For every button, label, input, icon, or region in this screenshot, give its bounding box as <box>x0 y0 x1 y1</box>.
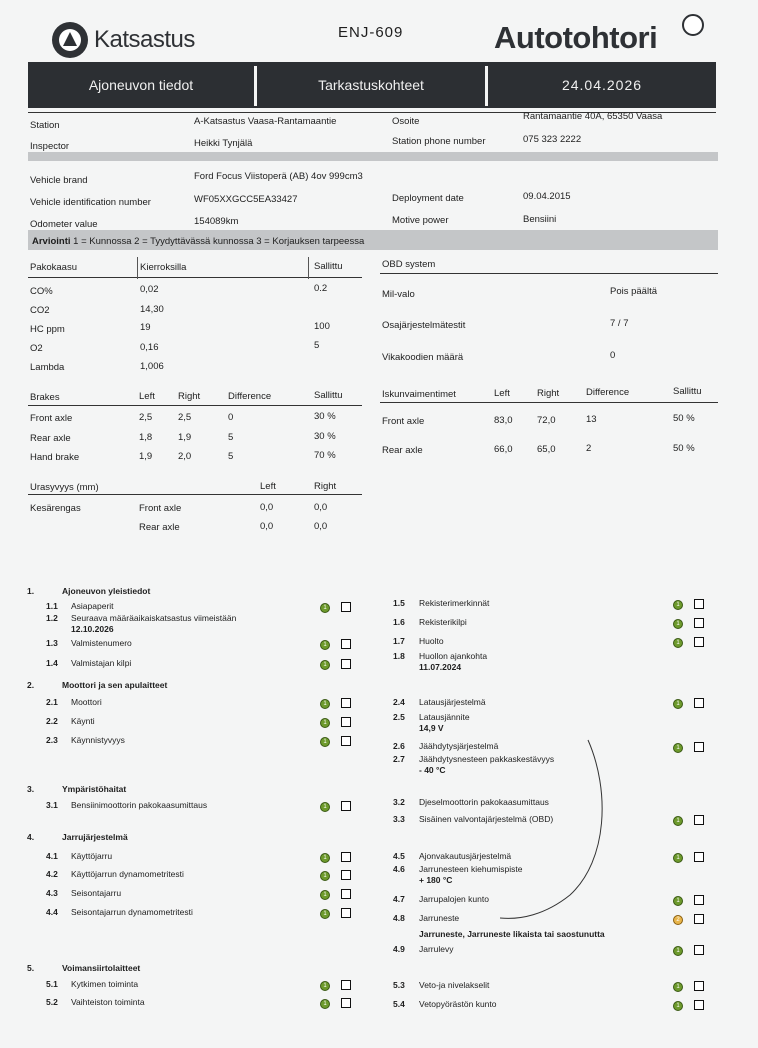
exhaust-row-value: 1,006 <box>140 361 164 372</box>
exhaust-header-rpm: Kierroksilla <box>140 262 187 273</box>
tab-date[interactable]: 24.04.2026 <box>561 77 643 93</box>
status-indicator <box>320 698 338 710</box>
checkbox[interactable] <box>341 908 351 918</box>
item-label: Djeselmoottorin pakokaasumittaus <box>419 797 549 807</box>
exhaust-row-value: 14,30 <box>140 304 164 315</box>
rating-1-icon: 1 <box>320 718 330 728</box>
status-indicator <box>320 998 338 1010</box>
item-number: 1.6 <box>393 617 405 627</box>
item-label: Käyttöjarrun dynamometritesti <box>71 869 184 879</box>
vehicle-brand-label: Vehicle brand <box>30 175 88 186</box>
shocks-row-label: Front axle <box>382 416 425 427</box>
status-indicator <box>320 980 338 992</box>
item-number: 1.8 <box>393 651 405 661</box>
checkbox[interactable] <box>694 914 704 924</box>
item-label: Vetopyörästön kunto <box>419 999 497 1009</box>
item-label: Vaihteiston toiminta <box>71 997 145 1007</box>
status-indicator <box>320 889 338 901</box>
item-number: 5.1 <box>46 979 58 989</box>
rating-1-icon: 1 <box>320 909 330 919</box>
section-number: 4. <box>27 832 35 842</box>
shocks-header-allowed: Sallittu <box>673 386 702 397</box>
section-number: 3. <box>27 784 35 794</box>
status-indicator <box>673 618 691 630</box>
brakes-header-left: Left <box>139 391 155 402</box>
item-number: 4.7 <box>393 894 405 904</box>
tab-bar <box>28 62 716 108</box>
pen-mark-curve <box>500 730 620 930</box>
status-indicator <box>673 637 691 649</box>
obd-row-label: Mil-valo <box>382 289 415 300</box>
address-label: Osoite <box>392 116 420 127</box>
status-indicator <box>320 852 338 864</box>
brakes-row-diff: 5 <box>228 451 234 462</box>
vin-value: WF05XXGCC5EA33427 <box>194 194 298 205</box>
rating-1-icon: 1 <box>320 737 330 747</box>
brakes-row-label: Hand brake <box>30 452 80 463</box>
item-label: Veto-ja nivelakselit <box>419 980 490 990</box>
exhaust-row-allowed: 100 <box>314 321 330 332</box>
autotohtori-logo-icon <box>682 14 704 36</box>
exhaust-row-label: HC ppm <box>30 324 65 335</box>
tread-header-right: Right <box>314 481 337 492</box>
rating-1-icon: 1 <box>673 816 683 826</box>
item-label: Sisäinen valvontajärjestelmä (OBD) <box>419 814 554 824</box>
exhaust-row-label: Lambda <box>30 362 65 373</box>
brakes-row-allowed: 30 % <box>314 411 336 422</box>
shocks-row-allowed: 50 % <box>673 413 695 424</box>
status-indicator <box>673 742 691 754</box>
item-label: Latausjännite <box>419 712 470 722</box>
tab-inspection-items[interactable]: Tarkastuskohteet <box>318 77 424 93</box>
shocks-row-diff: 2 <box>586 443 592 454</box>
item-label: Seisontajarrun dynamometritesti <box>71 907 193 917</box>
brakes-row-allowed: 30 % <box>314 431 336 442</box>
checkbox[interactable] <box>341 698 351 708</box>
motive-power-value: Bensiini <box>523 214 557 225</box>
item-number: 4.8 <box>393 913 405 923</box>
status-indicator <box>320 736 338 748</box>
item-number: 3.1 <box>46 800 58 810</box>
item-label: Jäähdytysjärjestelmä <box>419 741 499 751</box>
item-remark: Jarruneste, Jarruneste likaista tai saostunutta <box>419 929 605 939</box>
item-number: 2.1 <box>46 697 58 707</box>
obd-row-value: 7 / 7 <box>610 318 629 329</box>
rating-title: Arviointi <box>32 236 71 247</box>
item-number: 2.3 <box>46 735 58 745</box>
rating-1-icon: 1 <box>320 871 330 881</box>
rating-1-icon: 1 <box>320 699 330 709</box>
checkbox[interactable] <box>341 998 351 1008</box>
rating-1-icon: 1 <box>673 982 683 992</box>
checkbox[interactable] <box>694 815 704 825</box>
brakes-row-right: 2,5 <box>178 412 192 423</box>
checkbox[interactable] <box>694 698 704 708</box>
rating-1-icon: 1 <box>320 603 330 613</box>
item-label: Rekisterikilpi <box>419 617 467 627</box>
shocks-row-left: 83,0 <box>494 415 513 426</box>
license-plate: ENJ-609 <box>338 24 404 41</box>
status-indicator <box>673 852 691 864</box>
item-number: 5.4 <box>393 999 405 1009</box>
brakes-row-left: 2,5 <box>139 412 153 423</box>
phone-value: 075 323 2222 <box>523 134 582 145</box>
item-number: 2.7 <box>393 754 405 764</box>
exhaust-row-label: CO% <box>30 286 53 297</box>
brakes-header-diff: Difference <box>228 391 272 402</box>
rating-1-icon: 1 <box>320 999 330 1009</box>
obd-row-label: Vikakoodien määrä <box>382 352 464 363</box>
item-number: 3.2 <box>393 797 405 807</box>
checkbox[interactable] <box>694 981 704 991</box>
status-indicator <box>673 945 691 957</box>
item-number: 1.1 <box>46 601 58 611</box>
address-value: Rantamaantie 40A, 65350 Vaasa <box>523 111 663 122</box>
brakes-header-allowed: Sallittu <box>314 390 343 401</box>
shocks-row-allowed: 50 % <box>673 443 695 454</box>
status-indicator <box>320 717 338 729</box>
rating-1-icon: 1 <box>673 743 683 753</box>
rating-1-icon: 1 <box>320 802 330 812</box>
rating-1-icon: 1 <box>673 619 683 629</box>
shocks-row-diff: 13 <box>586 414 597 425</box>
item-number: 4.1 <box>46 851 58 861</box>
odometer-value: 154089km <box>194 216 239 227</box>
section-title: Voimansiirtolaitteet <box>62 963 141 973</box>
item-number: 1.2 <box>46 613 58 623</box>
tread-row-left: 0,0 <box>260 502 274 513</box>
rating-1-icon: 1 <box>673 1001 683 1011</box>
exhaust-header: Pakokaasu <box>30 262 78 273</box>
obd-row-value: Pois päältä <box>610 286 658 297</box>
item-number: 2.2 <box>46 716 58 726</box>
tread-row-axle: Rear axle <box>139 522 180 533</box>
checkbox[interactable] <box>341 801 351 811</box>
item-label: Käynnistyvyys <box>71 735 125 745</box>
brakes-row-allowed: 70 % <box>314 450 336 461</box>
rating-legend <box>32 236 364 247</box>
exhaust-row-label: O2 <box>30 343 43 354</box>
tab-vehicle-info[interactable]: Ajoneuvon tiedot <box>88 77 194 93</box>
brakes-row-diff: 0 <box>228 412 234 423</box>
status-indicator <box>673 914 691 926</box>
tread-row-tire: Kesärengas <box>30 503 81 514</box>
katsastus-logo-icon <box>52 22 88 58</box>
rating-1-icon: 1 <box>673 896 683 906</box>
exhaust-row-value: 19 <box>140 322 151 333</box>
shocks-header-left: Left <box>494 388 510 399</box>
checkbox[interactable] <box>694 895 704 905</box>
status-indicator <box>673 895 691 907</box>
item-label: Seuraava määräaikaiskatsastus viimeistään <box>71 613 237 623</box>
item-value: 14,9 V <box>419 723 444 733</box>
item-number: 1.5 <box>393 598 405 608</box>
checkbox[interactable] <box>341 602 351 612</box>
motive-power-label: Motive power <box>392 215 449 226</box>
vehicle-brand-value: Ford Focus Viistoperä (AB) 4ov 999cm3 <box>194 171 363 182</box>
item-number: 4.6 <box>393 864 405 874</box>
rating-1-icon: 1 <box>320 981 330 991</box>
shocks-header-right: Right <box>537 388 560 399</box>
station-value: A-Katsastus Vaasa-Rantamaantie <box>194 116 337 127</box>
item-label: Asiapaperit <box>71 601 114 611</box>
tread-row-right: 0,0 <box>314 502 328 513</box>
item-value: - 40 °C <box>419 765 446 775</box>
brakes-row-right: 1,9 <box>178 432 192 443</box>
item-value: + 180 °C <box>419 875 453 885</box>
inspector-label: Inspector <box>30 141 70 152</box>
rating-text: 1 = Kunnossa 2 = Tyydyttävässä kunnossa 3 = Korjauksen tarpeessa <box>73 236 365 247</box>
item-number: 4.4 <box>46 907 58 917</box>
item-label: Ajonvakautusjärjestelmä <box>419 851 512 861</box>
brakes-row-right: 2,0 <box>178 451 192 462</box>
tread-row-right: 0,0 <box>314 521 328 532</box>
tread-header: Urasyvyys (mm) <box>30 482 99 493</box>
shocks-row-left: 66,0 <box>494 444 513 455</box>
checkbox[interactable] <box>694 618 704 628</box>
item-label: Bensiinimoottorin pakokaasumittaus <box>71 800 208 810</box>
checkbox[interactable] <box>341 659 351 669</box>
checkbox[interactable] <box>341 639 351 649</box>
checkbox[interactable] <box>341 889 351 899</box>
item-label: Rekisterimerkinnät <box>419 598 490 608</box>
exhaust-row-allowed: 5 <box>314 340 320 351</box>
item-number: 5.2 <box>46 997 58 1007</box>
item-number: 2.6 <box>393 741 405 751</box>
checkbox[interactable] <box>694 742 704 752</box>
section-title: Ympäristöhaitat <box>62 784 127 794</box>
shocks-row-right: 65,0 <box>537 444 556 455</box>
item-number: 4.5 <box>393 851 405 861</box>
brakes-header: Brakes <box>30 392 60 403</box>
rating-2-icon: 2 <box>673 915 683 925</box>
rating-1-icon: 1 <box>673 853 683 863</box>
section-divider-bar <box>28 152 718 161</box>
status-indicator <box>673 698 691 710</box>
section-title: Ajoneuvon yleistiedot <box>62 586 151 596</box>
checkbox[interactable] <box>694 599 704 609</box>
item-number: 2.5 <box>393 712 405 722</box>
checkbox[interactable] <box>341 870 351 880</box>
brakes-row-diff: 5 <box>228 432 234 443</box>
status-indicator <box>320 659 338 671</box>
status-indicator <box>320 801 338 813</box>
exhaust-row-allowed: 0.2 <box>314 283 328 294</box>
obd-row-value: 0 <box>610 350 616 361</box>
item-label: Huolto <box>419 636 444 646</box>
item-number: 4.9 <box>393 944 405 954</box>
checkbox[interactable] <box>694 852 704 862</box>
checkbox[interactable] <box>341 980 351 990</box>
brand-right-text: Autotohtori <box>494 20 658 55</box>
autotohtori-logo <box>494 20 657 56</box>
item-label: Seisontajarru <box>71 888 122 898</box>
item-number: 4.2 <box>46 869 58 879</box>
shocks-header: Iskunvaimentimet <box>382 389 456 400</box>
brakes-row-left: 1,9 <box>139 451 153 462</box>
rating-1-icon: 1 <box>673 638 683 648</box>
brakes-header-right: Right <box>178 391 201 402</box>
obd-header: OBD system <box>382 259 436 270</box>
item-label: Jarrupalojen kunto <box>419 894 489 904</box>
checkbox[interactable] <box>341 717 351 727</box>
item-label: Jarruneste <box>419 913 460 923</box>
item-number: 3.3 <box>393 814 405 824</box>
phone-label: Station phone number <box>392 136 486 147</box>
checkbox[interactable] <box>341 736 351 746</box>
status-indicator <box>320 639 338 651</box>
shocks-header-diff: Difference <box>586 387 630 398</box>
section-title: Moottori ja sen apulaitteet <box>62 680 168 690</box>
deployment-date-value: 09.04.2015 <box>523 191 571 202</box>
item-label: Käyttöjarru <box>71 851 113 861</box>
item-number: 1.4 <box>46 658 58 668</box>
status-indicator <box>673 815 691 827</box>
item-label: Käynti <box>71 716 95 726</box>
brakes-row-label: Rear axle <box>30 433 71 444</box>
status-indicator <box>320 870 338 882</box>
status-indicator <box>320 602 338 614</box>
tread-header-left: Left <box>260 481 276 492</box>
checkbox[interactable] <box>341 852 351 862</box>
rating-1-icon: 1 <box>673 699 683 709</box>
inspector-value: Heikki Tynjälä <box>194 138 253 149</box>
vin-label: Vehicle identification number <box>30 197 151 208</box>
item-label: Jäähdytysnesteen pakkaskestävyys <box>419 754 555 764</box>
shocks-row-right: 72,0 <box>537 415 556 426</box>
katsastus-logo <box>52 22 195 58</box>
exhaust-header-allowed: Sallittu <box>314 261 343 272</box>
rating-1-icon: 1 <box>673 946 683 956</box>
section-number: 5. <box>27 963 35 973</box>
exhaust-row-value: 0,16 <box>140 342 159 353</box>
deployment-date-label: Deployment date <box>392 193 464 204</box>
tread-row-left: 0,0 <box>260 521 274 532</box>
exhaust-row-label: CO2 <box>30 305 50 316</box>
item-label: Jarrulevy <box>419 944 454 954</box>
brand-left-text: Katsastus <box>94 26 195 53</box>
item-number: 2.4 <box>393 697 405 707</box>
item-label: Valmistajan kilpi <box>71 658 132 668</box>
section-number: 1. <box>27 586 35 596</box>
item-number: 5.3 <box>393 980 405 990</box>
station-label: Station <box>30 120 60 131</box>
item-label: Latausjärjestelmä <box>419 697 486 707</box>
rating-1-icon: 1 <box>320 640 330 650</box>
brakes-row-left: 1,8 <box>139 432 153 443</box>
item-label: Kytkimen toiminta <box>71 979 139 989</box>
rating-1-icon: 1 <box>320 890 330 900</box>
status-indicator <box>320 908 338 920</box>
item-label: Valmistenumero <box>71 638 132 648</box>
item-label: Moottori <box>71 697 102 707</box>
section-title: Jarrujärjestelmä <box>62 832 128 842</box>
checkbox[interactable] <box>694 945 704 955</box>
section-number: 2. <box>27 680 35 690</box>
status-indicator <box>673 981 691 993</box>
item-label: Jarrunesteen kiehumispiste <box>419 864 523 874</box>
item-label: Huollon ajankohta <box>419 651 488 661</box>
item-number: 4.3 <box>46 888 58 898</box>
rating-1-icon: 1 <box>673 600 683 610</box>
item-number: 1.7 <box>393 636 405 646</box>
checkbox[interactable] <box>694 637 704 647</box>
item-value: 11.07.2024 <box>419 662 462 672</box>
brakes-row-label: Front axle <box>30 413 73 424</box>
rating-1-icon: 1 <box>320 853 330 863</box>
obd-row-label: Osajärjestelmätestit <box>382 320 466 331</box>
odometer-label: Odometer value <box>30 219 98 230</box>
exhaust-row-value: 0,02 <box>140 284 159 295</box>
item-number: 1.3 <box>46 638 58 648</box>
rating-1-icon: 1 <box>320 660 330 670</box>
status-indicator <box>673 1000 691 1012</box>
tread-row-axle: Front axle <box>139 503 182 514</box>
status-indicator <box>673 599 691 611</box>
item-value: 12.10.2026 <box>71 624 114 634</box>
shocks-row-label: Rear axle <box>382 445 423 456</box>
checkbox[interactable] <box>694 1000 704 1010</box>
